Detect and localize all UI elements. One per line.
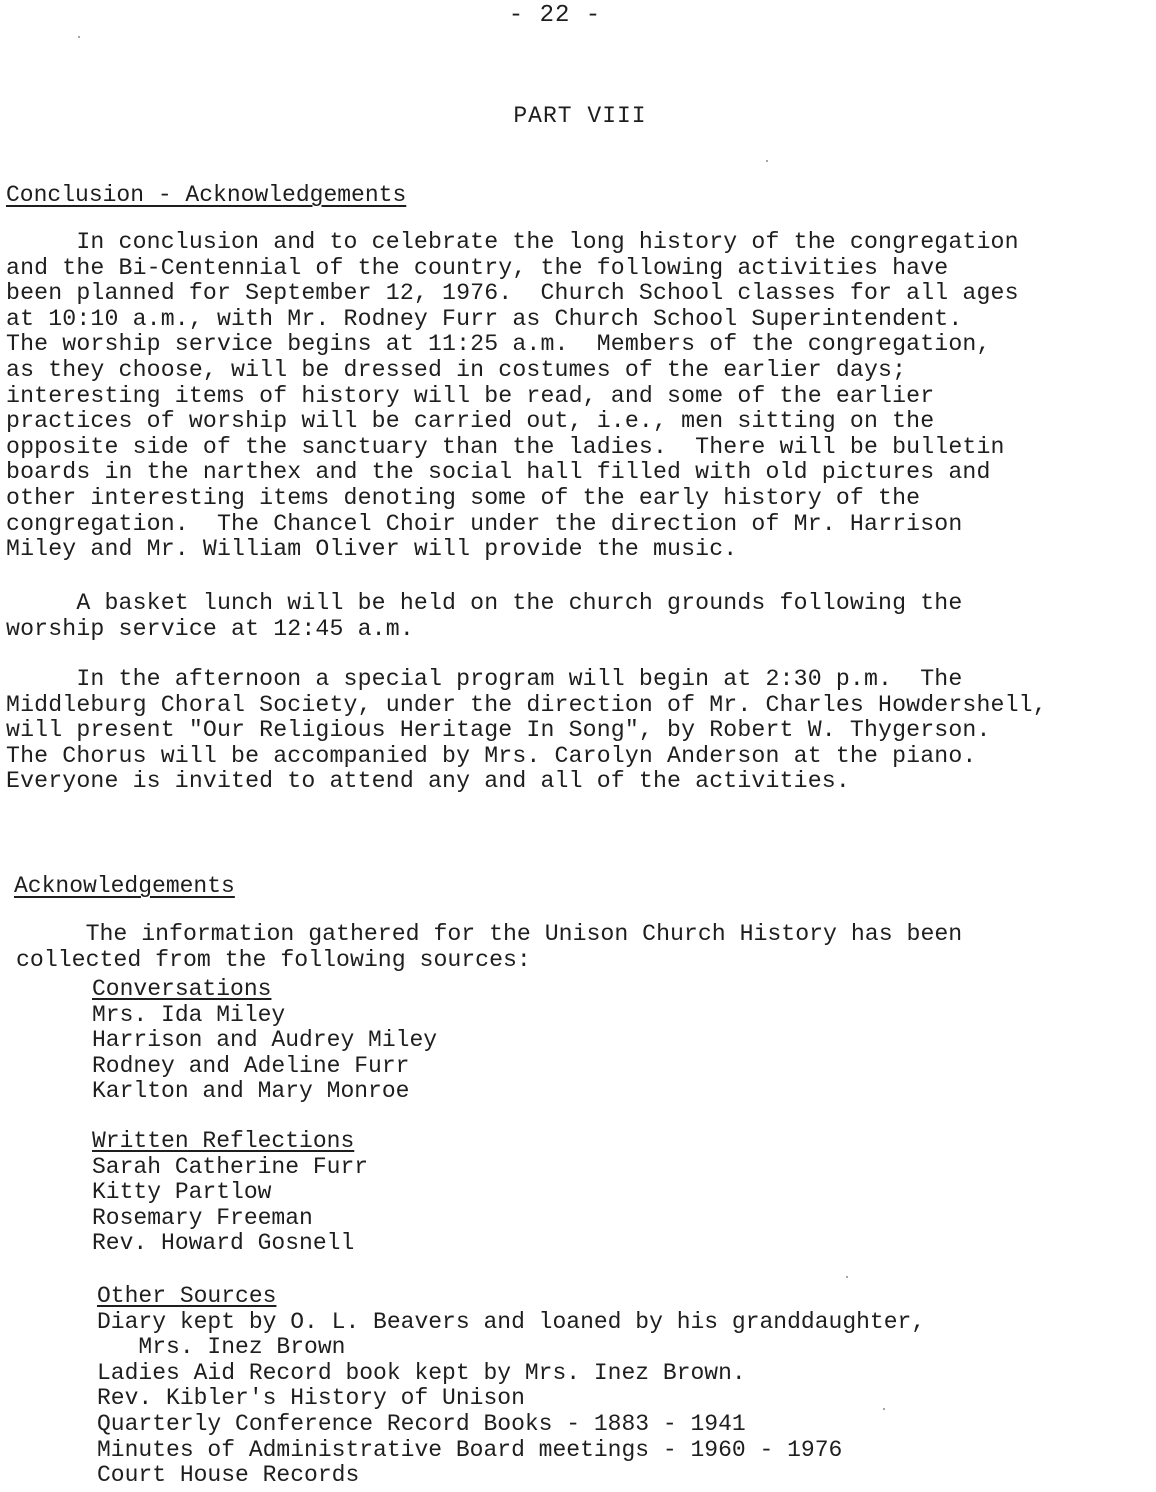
conclusion-paragraph-1: In conclusion and to celebrate the long history of the congregation and the Bi-Centennial of the country, the following activities have been planned for September 12, 1976. Church School classes for all ages at 10:10 a.m., with Mr. Rodney Furr as Church School Superintendent. The worship service begins at 11:25 a.m. Members of the congregation, as they choose, will be dressed in costumes of the earlier days; interesting items of history will be read, and some of the earlier practices of worship will be carried out, i.e., men sitting on the opposite side of the sanctuary than the ladies. There will be bulletin boards in the narthex and the social hall filled with old pictures and other interesting items denoting some of the early history of the congregation. The Chancel Choir under the direction of Mr. Harrison Miley and Mr. William Oliver will provide the music. xyxy=(6,229,1019,563)
list-item: Rodney and Adeline Furr xyxy=(92,1052,410,1079)
source-list xyxy=(97,1310,1147,1489)
list-item: Mrs. Ida Miley xyxy=(92,1001,286,1028)
list-item: Rev. Howard Gosnell xyxy=(92,1230,355,1257)
conclusion-heading: Conclusion - Acknowledgements xyxy=(6,182,407,208)
acknowledgements-intro: The information gathered for the Unison Church History has been collected from the following sources: xyxy=(16,921,963,973)
list-item: Rosemary Freeman xyxy=(92,1204,313,1231)
source-group-heading: Written Reflections xyxy=(92,1128,355,1154)
list-item: Sarah Catherine Furr xyxy=(92,1153,369,1180)
list-item: Kitty Partlow xyxy=(92,1179,272,1206)
list-item: Quarterly Conference Record Books - 1883 - 1941 xyxy=(97,1410,746,1437)
part-title: PART VIII xyxy=(513,103,647,129)
conclusion-paragraph-3: In the afternoon a special program will begin at 2:30 p.m. The Middleburg Choral Society, under the direction of Mr. Charles Howdershell, will present "Our Religious Heritage In Song", by Robert W. Thygerson. The Chorus will be accompanied by Mrs. Carolyn Anderson at the piano. Everyone is invited to attend any and all of the activities. xyxy=(6,666,1047,795)
scan-speck xyxy=(766,160,768,162)
source-group-conversations xyxy=(92,977,1142,1105)
acknowledgements-heading: Acknowledgements xyxy=(14,873,235,899)
list-item: Karlton and Mary Monroe xyxy=(92,1078,410,1105)
source-group-heading: Conversations xyxy=(92,976,272,1002)
source-list xyxy=(92,1003,1142,1105)
list-item: Diary kept by O. L. Beavers and loaned by his granddaughter, Mrs. Inez Brown xyxy=(97,1308,926,1361)
source-group-other-sources xyxy=(97,1284,1147,1489)
list-item: Ladies Aid Record book kept by Mrs. Inez Brown. xyxy=(97,1359,746,1386)
source-group-heading: Other Sources xyxy=(97,1283,277,1309)
list-item: Rev. Kibler's History of Unison xyxy=(97,1385,525,1412)
scan-speck xyxy=(883,1408,885,1410)
list-item: Harrison and Audrey Miley xyxy=(92,1027,438,1054)
list-item: Minutes of Administrative Board meetings - 1960 - 1976 xyxy=(97,1436,843,1463)
list-item: Court House Records xyxy=(97,1462,360,1489)
page-number: - 22 - xyxy=(508,2,602,29)
scan-speck xyxy=(78,36,80,38)
scan-speck xyxy=(846,1276,848,1278)
source-list xyxy=(92,1155,1142,1257)
conclusion-paragraph-2: A basket lunch will be held on the church grounds following the worship service at 12:45 a.m. xyxy=(6,590,963,642)
source-group-written-reflections xyxy=(92,1129,1142,1257)
